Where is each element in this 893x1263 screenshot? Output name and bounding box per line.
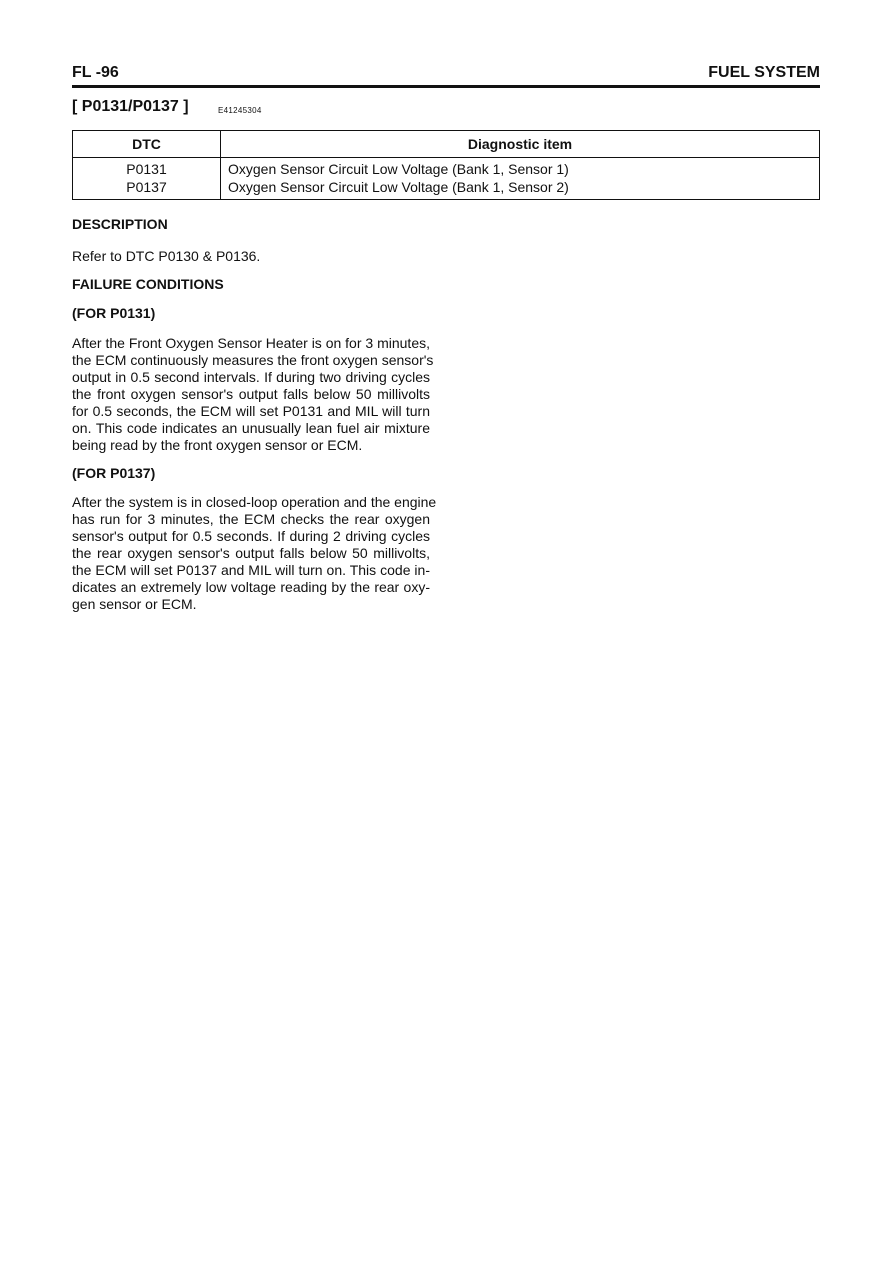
failure-conditions-heading: FAILURE CONDITIONS xyxy=(72,276,224,292)
paragraph-line: dicates an extremely low voltage reading by the rear oxy- xyxy=(72,579,430,595)
paragraph-line: the rear oxygen sensor's output falls below 50 millivolts, xyxy=(72,545,430,561)
paragraph-line: gen sensor or ECM. xyxy=(72,596,197,612)
page-header xyxy=(72,64,820,86)
paragraph-line: After the Front Oxygen Sensor Heater is on for 3 minutes, xyxy=(72,335,430,351)
reference-id: E41245304 xyxy=(218,106,262,115)
description-heading: DESCRIPTION xyxy=(72,216,168,232)
diagnostic-item: Oxygen Sensor Circuit Low Voltage (Bank 1, Sensor 1) xyxy=(228,161,569,177)
paragraph-line: the ECM will set P0137 and MIL will turn on. This code in- xyxy=(72,562,430,578)
paragraph-line: on. This code indicates an unusually lean fuel air mixture xyxy=(72,420,430,436)
p0131-heading: (FOR P0131) xyxy=(72,305,156,321)
table-header-row xyxy=(73,131,820,158)
paragraph-line: After the system is in closed-loop operation and the engine xyxy=(72,494,437,510)
dtc-code: P0131 xyxy=(126,161,167,177)
column-header-dtc: DTC xyxy=(73,131,221,158)
dtc-table xyxy=(72,130,820,200)
section-title: FUEL SYSTEM xyxy=(708,64,820,81)
diagnostic-item-cell xyxy=(221,158,820,200)
diagnostic-item: Oxygen Sensor Circuit Low Voltage (Bank 1, Sensor 2) xyxy=(228,179,569,195)
header-rule xyxy=(72,85,820,88)
paragraph-line: the ECM continuously measures the front oxygen sensor's xyxy=(72,352,434,368)
dtc-code: P0137 xyxy=(126,179,167,195)
paragraph-line: the front oxygen sensor's output falls below 50 millivolts xyxy=(72,386,430,402)
p0137-paragraph xyxy=(72,494,437,613)
column-header-diagnostic-item: Diagnostic item xyxy=(221,131,820,158)
paragraph-line: sensor's output for 0.5 seconds. If during 2 driving cycles xyxy=(72,528,430,544)
page-number: FL -96 xyxy=(72,64,119,81)
paragraph-line: for 0.5 seconds, the ECM will set P0131 and MIL will turn xyxy=(72,403,430,419)
table-row xyxy=(73,158,820,200)
paragraph-line: has run for 3 minutes, the ECM checks the rear oxygen xyxy=(72,511,430,527)
dtc-cell xyxy=(73,158,221,200)
paragraph-line: output in 0.5 second intervals. If during two driving cycles xyxy=(72,369,430,385)
dtc-code-title: [ P0131/P0137 ] xyxy=(72,98,189,115)
p0137-heading: (FOR P0137) xyxy=(72,465,156,481)
paragraph-line: being read by the front oxygen sensor or ECM. xyxy=(72,437,363,453)
p0131-paragraph xyxy=(72,335,434,454)
description-text: Refer to DTC P0130 & P0136. xyxy=(72,248,261,264)
